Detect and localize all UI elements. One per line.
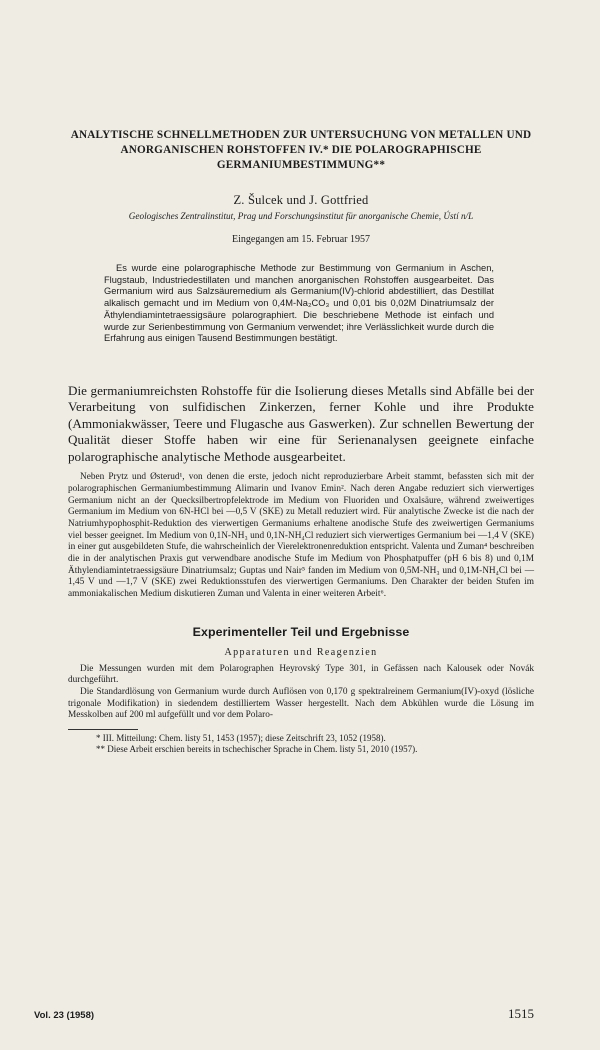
paper-title: ANALYTISCHE SCHNELLMETHODEN ZUR UNTERSUCHUNG VON METALLEN UND ANORGANISCHEN ROHSTOFFEN IV.* DIE POLAROGRAPHISCHE GERMANIUMBESTIMMUNG** xyxy=(70,129,532,171)
footnote-1: * III. Mitteilung: Chem. listy 51, 1453 (1957); diese Zeitschrift 23, 1052 (1958). xyxy=(96,732,386,743)
subsection-heading: Apparaturen und Reagenzien xyxy=(224,646,378,658)
received-date: Eingegangen am 15. Februar 1957 xyxy=(231,234,371,245)
affiliation: Geologisches Zentralinstitut, Prag und Forschungsinstitut für anorganische Chemie, Ústí n/L xyxy=(128,211,474,221)
footnote-2: ** Diese Arbeit erschien bereits in tschechischer Sprache in Chem. listy 51, 2010 (1957). xyxy=(96,744,418,755)
volume-label: Vol. 23 (1958) xyxy=(34,1010,95,1021)
abstract: Es wurde eine polarographische Methode zur Bestimmung von Germanium in Aschen, Flugstaub, Industriedestillaten und manchen anorganischen Rohstoffen ausgearbeitet. Das Germanium wird aus Salzsäuremedium als Germanium(IV)-chlorid abdestilliert, das Destillat alkalisch gemacht und im Medium von 0,4M-Na₂CO₃ und 0,01 bis 0,02M Dinatriumsalz der Äthylendiamintetraessigsäure polarographiert. Die beschriebene Methode ist einfach und wurde zur Serienbestimmung von Germanium verwendet; ihre Verlässlichkeit wurde durch die Erfahrung aus einigen Tausend Bestimmungen bestätigt. xyxy=(104,263,494,344)
paper-page xyxy=(0,128,600,1050)
paragraph-standard-solution: Die Standardlösung von Germanium wurde durch Auflösen von 0,170 g spektralreinem Germanium(IV)-oxyd (lösliche trigonale Modifikation) in siedendem destilliertem Wasser hergestellt. Nach dem Abkühlen wurde die Lösung im Messkolben auf 200 ml aufgefüllt und vor dem Polaro- xyxy=(68,686,534,721)
authors: Z. Šulcek und J. Gottfried xyxy=(233,193,369,207)
footnotes xyxy=(68,733,534,756)
paragraph-apparatus: Die Messungen wurden mit dem Polarographen Heyrovský Type 301, in Gefässen nach Kalousek oder Novák durchgeführt. xyxy=(68,663,534,686)
section-heading: Experimenteller Teil und Ergebnisse xyxy=(192,624,410,639)
footnote-rule xyxy=(68,729,138,730)
page-footer xyxy=(34,1006,534,1022)
page-number: 1515 xyxy=(508,1006,534,1021)
body-paragraph: Neben Prytz und Østerud¹, von denen die erste, jedoch nicht reproduzierbare Arbeit stammt, befassten sich mit der polarographischen Germaniumbestimmung Alimarin und Ivanov Emin². Nach deren Angabe reduziert sich vierwertiges Germanium nicht an der Quecksilbertropfelektrode im Medium von Fluoriden und Oxalsäure, während zweiwertiges Germanium im Medium von 6N-HCl bei —0,5 V (SKE) zu Metall reduziert wird. Für analytische Zwecke ist die nach der Natriumhypophosphit-Reduktion des vierwertigen Germaniums erhaltene anodische Stufe des zweiwertigen Germaniums viel besser geeignet. Im Medium von 0,1N-NH₃ und 0,1N-NH₄Cl reduziert sich vierwertiges Germanium bei —1,4 V (SKE) in einer gut ausgebildeten Stufe, die wahrscheinlich der Vierelektronenreduktion entspricht. Valenta und Zuman⁴ beschreiben die in der analytischen Praxis gut verwendbare anodische Stufe im Medium von Phosphatpuffer (pH 6 bis 8) und 0,1M Äthylendiamintetraessigsäure Dinatriumsalz; Guptas und Nair⁵ fanden im Medium von 0,5M-NH₃ und 0,1M-NH₄Cl bei —1,45 V und —1,7 V (SKE) zwei Reduktionsstufen des vierwertigen Germaniums. Den Charakter der beiden Stufen im ammoniakalischen Medium diskutieren Zuman und Valenta in einer weiteren Arbeit⁶. xyxy=(68,472,534,599)
lead-paragraph: Die germaniumreichsten Rohstoffe für die Isolierung dieses Metalls sind Abfälle bei der Verarbeitung von sulfidischen Zinkerzen, ferner Kohle und ihre Produkte (Ammoniakwässer, Teere und Flugasche aus Gaswerken). Zur schnellen Bewertung der Qualität dieser Stoffe haben wir eine für Serienanalysen geeignete einfache polarographische analytische Methode ausgearbeitet. xyxy=(68,382,534,464)
